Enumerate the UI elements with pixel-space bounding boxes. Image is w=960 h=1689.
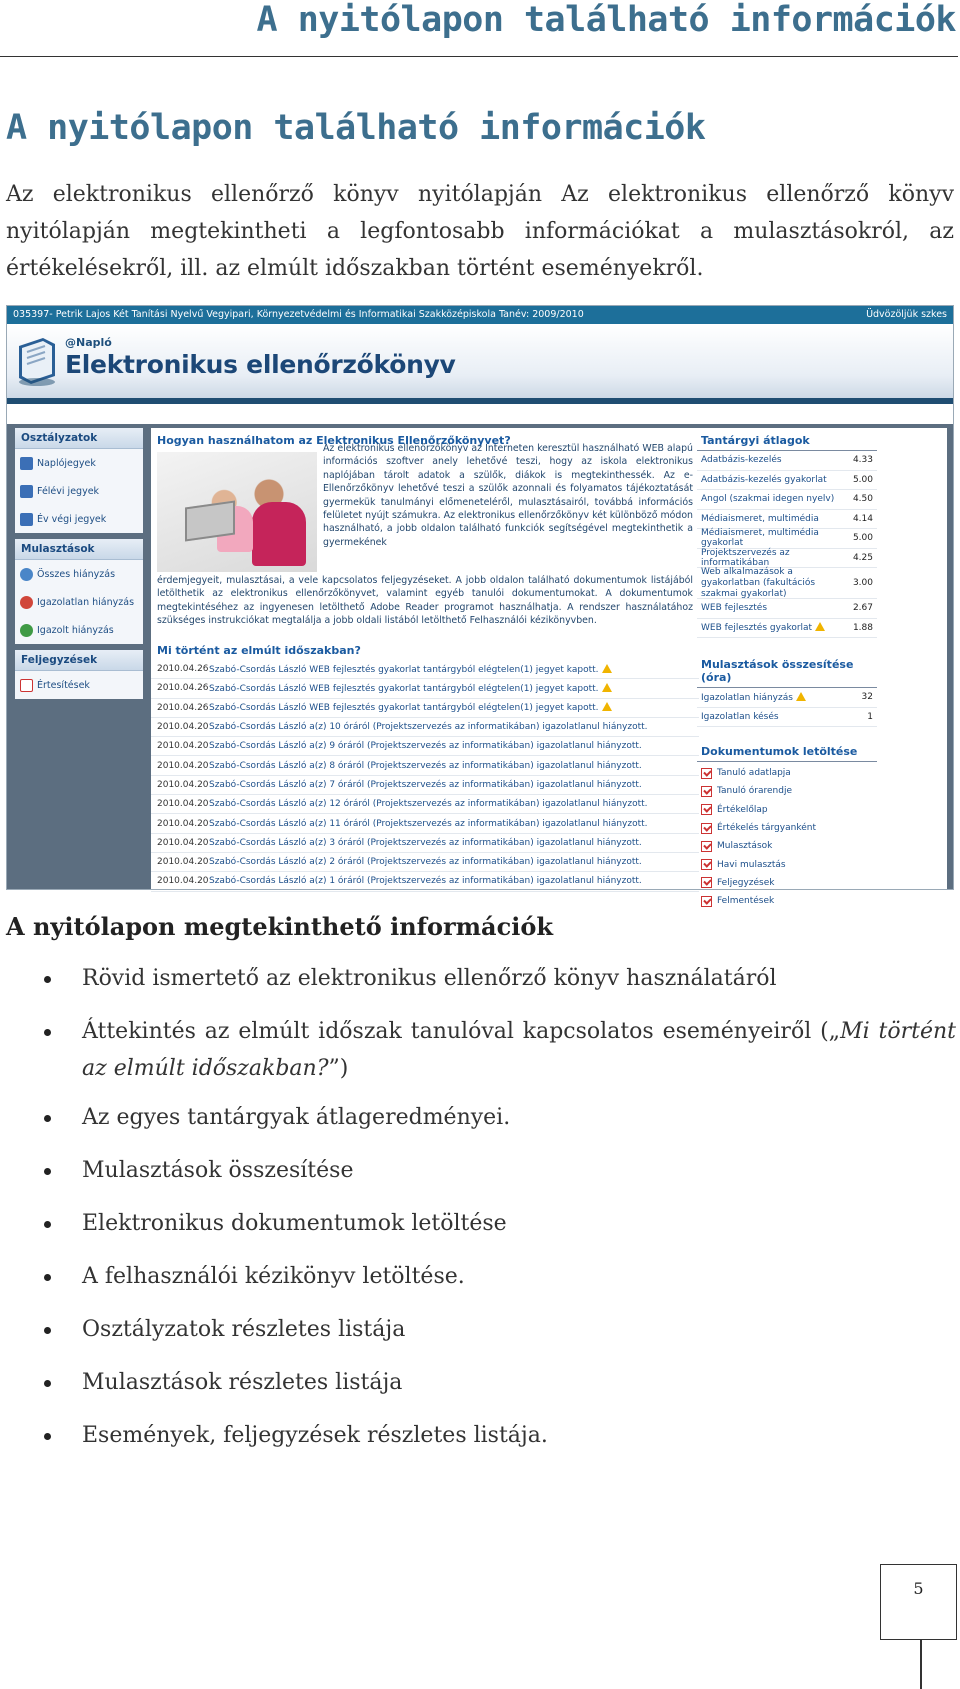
bullet-item: Az egyes tantárgyak átlageredményei. <box>44 1099 956 1136</box>
pdf-checkbox-icon <box>701 804 712 815</box>
document-link[interactable] <box>697 764 877 782</box>
event-text: Szabó-Csordás László a(z) 7 óráról (Projektszervezés az informatikában) igazolatlanul hiányzott. <box>209 779 642 790</box>
pdf-checkbox-icon <box>701 877 712 888</box>
sidebar-group-title: Osztályzatok <box>15 428 143 449</box>
event-date: 2010.04.20 <box>157 818 209 829</box>
event-date: 2010.04.20 <box>157 857 209 868</box>
subject-label: Projektszervezés az informatikában <box>701 547 790 568</box>
bullet-item: Elektronikus dokumentumok letöltése <box>44 1205 956 1242</box>
average-value: 1.88 <box>852 622 873 633</box>
event-row <box>151 776 699 795</box>
averages-list <box>697 451 877 638</box>
event-text: Szabó-Csordás László WEB fejlesztés gyakorlat tantárgyból elégtelen(1) jegyet kapott. <box>209 703 599 714</box>
subject-label: WEB fejlesztés <box>701 603 768 614</box>
event-date: 2010.04.20 <box>157 799 209 810</box>
sidebar-item-label: Év végi jegyek <box>37 513 107 525</box>
document-link[interactable] <box>697 874 877 892</box>
absence-value: 32 <box>861 692 873 703</box>
event-link[interactable] <box>209 741 642 751</box>
event-text: Szabó-Csordás László WEB fejlesztés gyakorlat tantárgyból elégtelen(1) jegyet kapott. <box>209 664 599 675</box>
event-text: Szabó-Csordás László a(z) 12 óráról (Projektszervezés az informatikában) igazolatlanul hiányzott. <box>209 799 648 810</box>
documents-list <box>697 762 877 910</box>
document-label: Tanuló órarendje <box>717 786 793 797</box>
document-label: Értékelés tárgyanként <box>717 823 816 834</box>
document-label: Havi mulasztás <box>717 859 786 870</box>
event-row <box>151 699 699 718</box>
subject-label: Adatbázis-kezelés <box>701 455 782 466</box>
document-link[interactable] <box>697 801 877 819</box>
sidebar-item-osszes-hianyzas[interactable] <box>15 560 143 588</box>
sidebar-item-label: Félévi jegyek <box>37 485 100 497</box>
welcome-text: Üdvözöljük szkes <box>866 309 947 320</box>
sidebar-item-label: Igazolt hiányzás <box>37 624 114 636</box>
average-row[interactable] <box>697 549 877 569</box>
app-banner <box>7 324 953 404</box>
absence-label: Igazolatlan késés <box>701 711 779 722</box>
events-title: Mi történt az elmúlt időszakban? <box>157 644 361 657</box>
brand-small: @Napló <box>65 336 112 349</box>
average-row[interactable] <box>697 510 877 530</box>
sidebar-item-igazolt-hianyzas[interactable] <box>15 616 143 644</box>
red-clock-icon <box>20 596 33 609</box>
subject-label: WEB fejlesztés gyakorlat <box>701 623 813 634</box>
document-link[interactable] <box>697 855 877 873</box>
bullet-text-end: ”) <box>328 1056 349 1081</box>
sidebar-group-title: Mulasztások <box>15 539 143 560</box>
average-value: 2.67 <box>852 603 873 614</box>
sidebar-item-ertesitesek[interactable] <box>15 671 143 699</box>
absences-title: Mulasztások összesítése (óra) <box>697 652 877 688</box>
book-logo-icon <box>13 332 61 388</box>
event-row <box>151 737 699 756</box>
pdf-checkbox-icon <box>701 768 712 779</box>
subject-name <box>701 548 853 568</box>
intro-paragraph: Az elektronikus ellenőrző könyv nyitólapján Az elektronikus ellenőrző könyv nyitólapján megtekintheti a legfontosabb információkat a mulasztásokról, az értékelésekről, ill. az elmúlt időszakban történt eseményekről. <box>6 182 954 281</box>
subject-label: Médiaismeret, multimédia gyakorlat <box>701 528 819 549</box>
event-text: Szabó-Csordás László a(z) 3 óráról (Projektszervezés az informatikában) igazolatlanul hiányzott. <box>209 837 642 848</box>
notice-icon <box>20 679 33 692</box>
grade-book-icon <box>20 457 33 470</box>
average-row[interactable] <box>697 471 877 491</box>
pdf-checkbox-icon <box>701 823 712 834</box>
bullet-item <box>44 1013 956 1087</box>
average-value: 4.50 <box>852 494 873 505</box>
event-row <box>151 872 699 891</box>
subject-label: Angol (szakmai idegen nyelv) <box>701 494 835 505</box>
grade-book-icon <box>20 485 33 498</box>
event-text: Szabó-Csordás László a(z) 8 óráról (Projektszervezés az informatikában) igazolatlanul hiányzott. <box>209 760 642 771</box>
event-text: Szabó-Csordás László a(z) 11 óráról (Projektszervezés az informatikában) igazolatlanul hiányzott. <box>209 818 648 829</box>
grade-book-icon <box>20 513 33 526</box>
subject-label: Adatbázis-kezelés gyakorlat <box>701 474 827 485</box>
document-label: Mulasztások <box>717 841 773 852</box>
average-value: 4.25 <box>852 552 873 563</box>
green-clock-icon <box>20 624 33 637</box>
event-date: 2010.04.26 <box>157 664 209 675</box>
average-row[interactable] <box>697 568 877 599</box>
average-value: 3.00 <box>852 578 873 588</box>
document-link[interactable] <box>697 892 877 910</box>
sidebar-group-notes <box>15 650 143 699</box>
app-screenshot <box>6 305 954 907</box>
bullet-item: Rövid ismertető az elektronikus ellenőrző könyv használatáról <box>44 960 956 997</box>
event-date: 2010.04.20 <box>157 876 209 887</box>
document-link[interactable] <box>697 782 877 800</box>
section-title: A nyitólapon található információk <box>6 108 706 148</box>
absence-name <box>701 692 806 703</box>
event-row <box>151 814 699 833</box>
events-list <box>151 660 699 892</box>
running-header <box>0 0 958 57</box>
warning-icon <box>602 664 612 673</box>
warning-icon <box>796 692 806 701</box>
subject-name <box>701 567 841 600</box>
sidebar-item-label: Igazolatlan hiányzás <box>37 596 135 608</box>
app-body <box>7 424 953 907</box>
event-link[interactable] <box>209 819 648 829</box>
page-number-rule <box>920 1640 922 1689</box>
sidebar-group-title: Feljegyzések <box>15 650 143 671</box>
subsection-title: A nyitólapon megtekinthető információk <box>6 912 553 941</box>
event-text: Szabó-Csordás László a(z) 9 óráról (Projektszervezés az informatikában) igazolatlanul hiányzott. <box>209 741 642 752</box>
document-link[interactable] <box>697 837 877 855</box>
subject-name <box>701 622 825 633</box>
average-row[interactable] <box>697 529 877 549</box>
sidebar-group-absences <box>15 539 143 644</box>
pdf-checkbox-icon <box>701 896 712 907</box>
event-link[interactable] <box>209 702 612 713</box>
running-header-title: A nyitólapon található információk <box>256 0 956 40</box>
event-link[interactable] <box>209 838 642 848</box>
event-date: 2010.04.20 <box>157 837 209 848</box>
sidebar-item-ev-vegi-jegyek[interactable] <box>15 505 143 533</box>
absences-list <box>697 688 877 727</box>
event-link[interactable] <box>209 857 642 867</box>
sidebar-item-naplojegyek[interactable] <box>15 449 143 477</box>
bullet-item: Események, feljegyzések részletes listája. <box>44 1417 956 1454</box>
average-value: 4.33 <box>852 455 873 466</box>
event-link[interactable] <box>209 876 642 886</box>
average-value: 5.00 <box>852 474 873 485</box>
averages-title: Tantárgyi átlagok <box>697 428 877 451</box>
absence-row[interactable] <box>697 688 877 708</box>
page-number-box <box>880 1564 957 1640</box>
bullet-item: Mulasztások összesítése <box>44 1152 956 1189</box>
sidebar-item-felevi-jegyek[interactable] <box>15 477 143 505</box>
document-link[interactable] <box>697 819 877 837</box>
info-bullet-list <box>44 960 956 1470</box>
event-text: Szabó-Csordás László WEB fejlesztés gyakorlat tantárgyból elégtelen(1) jegyet kapott. <box>209 683 599 694</box>
clock-icon <box>20 568 33 581</box>
average-row[interactable] <box>697 619 877 639</box>
brand-title: Elektronikus ellenőrzőkönyv <box>65 350 456 379</box>
event-date: 2010.04.26 <box>157 702 209 713</box>
event-link[interactable] <box>209 780 642 790</box>
event-row <box>151 853 699 872</box>
event-date: 2010.04.20 <box>157 741 209 752</box>
event-text: Szabó-Csordás László a(z) 1 óráról (Projektszervezés az informatikában) igazolatlanul hiányzott. <box>209 876 642 887</box>
pdf-checkbox-icon <box>701 786 712 797</box>
app-topbar <box>7 306 953 324</box>
average-value: 4.14 <box>852 513 873 524</box>
event-text: Szabó-Csordás László a(z) 2 óráról (Projektszervezés az informatikában) igazolatlanul hiányzott. <box>209 857 642 868</box>
average-row[interactable] <box>697 451 877 471</box>
average-row[interactable] <box>697 599 877 619</box>
document-label: Értékelőlap <box>717 804 768 815</box>
event-link[interactable] <box>209 761 642 771</box>
absence-row[interactable] <box>697 708 877 728</box>
sidebar-item-igazolatlan-hianyzas[interactable] <box>15 588 143 616</box>
event-date: 2010.04.20 <box>157 779 209 790</box>
pdf-checkbox-icon <box>701 859 712 870</box>
bullet-item: Mulasztások részletes listája <box>44 1364 956 1401</box>
sidebar <box>15 428 143 889</box>
sidebar-group-grades <box>15 428 143 533</box>
event-row <box>151 756 699 775</box>
event-text: Szabó-Csordás László a(z) 10 óráról (Projektszervezés az informatikában) igazolatlanul hiányzott. <box>209 722 648 733</box>
right-column <box>697 428 877 910</box>
how-to-text-continued: érdemjegyeit, mulasztásai, a vele kapcsolatos feljegyzéseket. A jobb oldalon található dokumentumok listájából letölthetik az elektronikus ellenőrzőkönyvet, valamint egyéb tanulói dokumentumokat. A dokumentumok megtekintéséhez az ingyenesen letölthető Adobe Reader programot használhatja. A rendszer használatához szükséges instrukciókat megtalálja a jobb oldali listából letölthető Felhasználói kézikönyvben. <box>157 575 693 627</box>
absence-name <box>701 712 779 722</box>
bullet-item: Osztályzatok részletes listája <box>44 1311 956 1348</box>
subject-name <box>701 475 827 485</box>
subject-name <box>701 528 853 548</box>
pdf-checkbox-icon <box>701 841 712 852</box>
event-row <box>151 660 699 679</box>
subject-label: Médiaismeret, multimédia <box>701 513 819 524</box>
event-date: 2010.04.26 <box>157 683 209 694</box>
event-link[interactable] <box>209 722 648 732</box>
warning-icon <box>602 702 612 711</box>
event-date: 2010.04.20 <box>157 760 209 771</box>
subject-name <box>701 603 767 613</box>
event-row <box>151 679 699 698</box>
event-row <box>151 718 699 737</box>
warning-icon <box>815 622 825 631</box>
main-panel <box>151 428 947 907</box>
document-label: Tanuló adatlapja <box>717 768 791 779</box>
event-row <box>151 795 699 814</box>
sidebar-item-label: Naplójegyek <box>37 457 96 469</box>
average-value: 5.00 <box>852 533 873 544</box>
bullet-text: Áttekintés az elmúlt időszak tanulóval kapcsolatos eseményeiről („ <box>82 1019 841 1044</box>
how-to-title: Hogyan használhatom az Elektronikus Ellenőrzőkönyvet? <box>157 434 511 447</box>
subject-name <box>701 514 819 524</box>
event-date: 2010.04.20 <box>157 722 209 733</box>
document-label: Feljegyzések <box>717 877 775 888</box>
documents-title: Dokumentumok letöltése <box>697 739 877 762</box>
bullet-item: A felhasználói kézikönyv letöltése. <box>44 1258 956 1295</box>
warning-icon <box>602 683 612 692</box>
event-link[interactable] <box>209 799 648 809</box>
event-link[interactable] <box>209 664 612 675</box>
subject-name <box>701 455 782 465</box>
page-number: 5 <box>913 1579 924 1598</box>
sidebar-item-label: Értesítések <box>37 679 90 691</box>
bullet-emphasis: Mi történt az elmúlt időszakban? <box>82 1019 957 1081</box>
absence-label: Igazolatlan hiányzás <box>701 692 793 703</box>
sidebar-item-label: Összes hiányzás <box>37 568 116 580</box>
how-to-text: Az elektronikus ellenőrzőkönyv az Interneten keresztül használható WEB alapú információs szoftver anely lehetővé teszi, hogy az iskola elektronikus naplójában tárolt adatok a szülők, diákok is megtekinthessék. Az e-Ellenőrzőkönyv lehetővé teszi a szülők azonnali és folyamatos tájékoztatását gyermekük tanulmányi előmeneteléről, mulasztásairól, továbbá információs felületet nyújt számukra. Az elektronikus ellenőrzőkönyv két különböző módon használható, a jobb oldalon található funkciók segítségével megtekinthetik a gyermekének <box>323 443 693 548</box>
event-row <box>151 834 699 853</box>
document-label: Felmentések <box>717 896 775 907</box>
subject-label: Web alkalmazások a gyakorlatban (fakultációs szakmai gyakorlat) <box>701 566 816 599</box>
family-photo <box>157 452 317 572</box>
average-row[interactable] <box>697 490 877 510</box>
absence-value: 1 <box>867 711 873 722</box>
subject-name <box>701 494 834 504</box>
event-link[interactable] <box>209 683 612 694</box>
school-info: 035397- Petrik Lajos Két Tanítási Nyelvű Vegyipari, Környezetvédelmi és Informatikai Szakközépiskola Tanév: 2009/2010 <box>13 309 584 320</box>
